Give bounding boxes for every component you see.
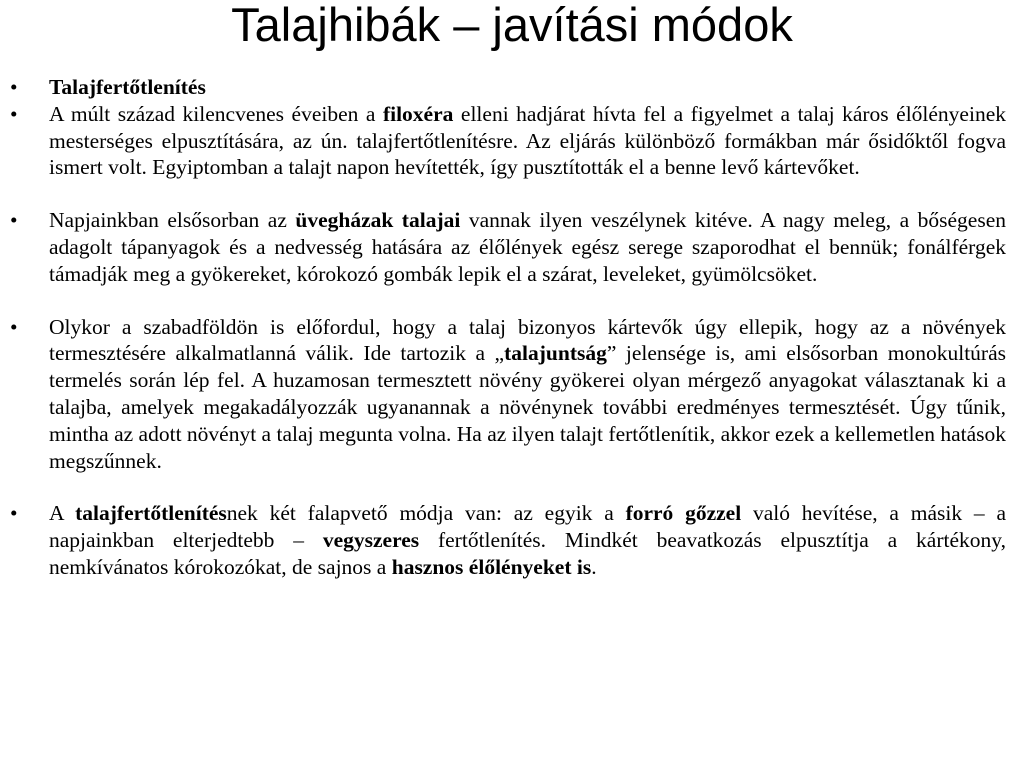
text-run: Olykor a szabadföldön is előfordul, hogy a talaj bizonyos kártevők úgy ellepik, hogy az a növények termesztésére alkalmatlanná válik. Ide tartozik a „ (49, 314, 1006, 366)
text-run: ” jelensége is, ami elsősorban monokultúrás termelés során lép fel. A huzamosan termesztett növény gyökerei olyan mérgező anyagokat választanak ki a talajba, amelyek megakadályozzák ugyanannak a növénynek további eredményes termesztését. Úgy tűnik, mintha az adott növényt a talaj megunta volna. Ha az ilyen talajt fertőtlenítik, akkor ezek a kellemetlen hatások megszűnnek. (49, 341, 1006, 473)
bullet-item (10, 207, 1006, 287)
text-bold: Talajfertőtlenítés (49, 75, 206, 99)
bullet-list (10, 74, 1006, 581)
text-run: vannak ilyen veszélynek kitéve. A nagy meleg, a bőségesen adagolt tápanyagok és a nedvesség hatására az élőlények egész serege szaporodhat el bennük; fonálférgek támadják meg a gyökereket, kórokozó gombák lepik el a szárat, leveleket, gyümölcsöket. (49, 208, 1006, 286)
text-bold: forró gőzzel (625, 501, 742, 526)
text-run: fertőtlenítés. Mindkét beavatkozás elpusztítja a kártékony, nemkívánatos kórokozókat, de sajnos a (49, 528, 1006, 579)
bullet-marker: • (10, 501, 18, 526)
text-bold: hasznos élőlényeket is (391, 554, 592, 579)
text-run: való hevítése, a másik – a napjainkban elterjedtebb – (49, 501, 1006, 553)
text-run: nek két falapvető módja van: az egyik a (226, 501, 626, 526)
text-bold: üvegházak talajai (295, 208, 461, 233)
text-run: A (49, 501, 76, 526)
bullet-marker: • (10, 75, 18, 99)
bullet-item (10, 74, 1006, 101)
text-bold: talajuntság (504, 341, 607, 366)
bullet-marker: • (10, 314, 18, 339)
text-run: . (591, 554, 597, 579)
text-run: A múlt század kilencvenes éveiben a (49, 101, 383, 126)
text-bold: talajfertőtlenítés (75, 501, 227, 526)
bullet-marker: • (10, 101, 18, 126)
text-run: elleni hadjárat hívta fel a figyelmet a talaj káros élőlényeinek mesterséges elpusztítására, az ún. talajfertőtlenítésre. Az eljárás különböző formákban már ősidőktől fogva ismert volt. Egyiptomban a talajt napon hevítették, így pusztították el a benne levő kártevőket. (49, 101, 1006, 180)
text-run: Napjainkban elsősorban az (49, 208, 296, 233)
bullet-item (10, 500, 1006, 580)
bullet-item (10, 314, 1006, 475)
text-bold: filoxéra (382, 101, 454, 126)
slide-title: Talajhibák – javítási módok (231, 0, 793, 51)
bullet-marker: • (10, 208, 18, 233)
bullet-item (10, 101, 1006, 181)
text-bold: vegyszeres (322, 528, 420, 553)
